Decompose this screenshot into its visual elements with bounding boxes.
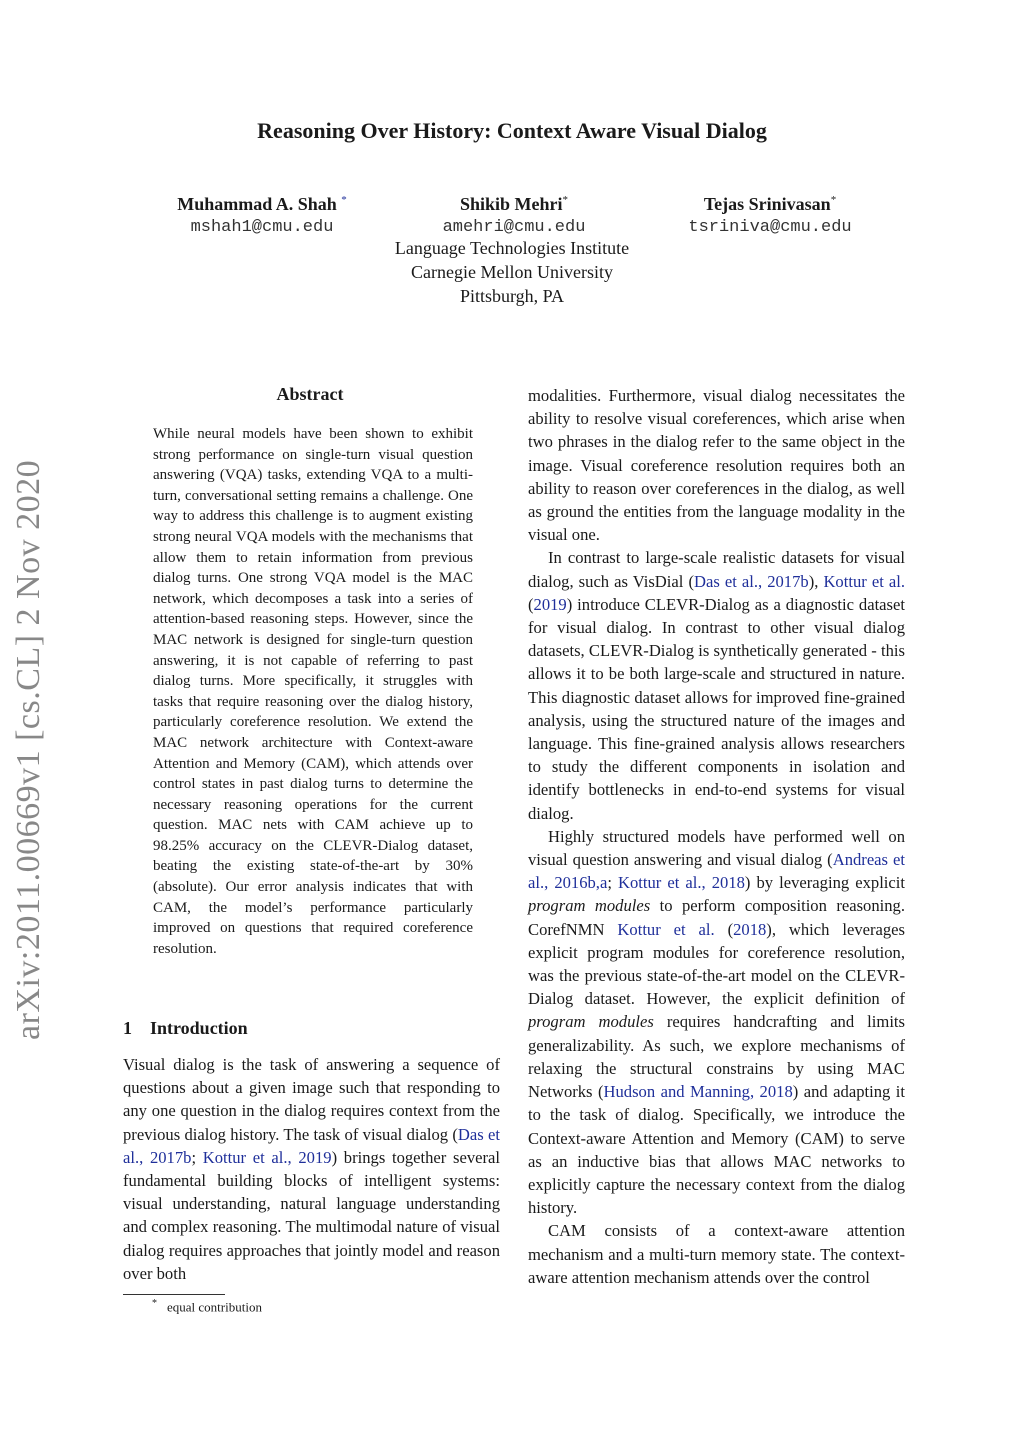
affiliation-institute: Language Technologies Institute xyxy=(394,238,630,258)
citation-link[interactable]: Kottur et al. xyxy=(823,571,906,591)
footnote: * equal contribution xyxy=(152,1298,262,1315)
author-email: mshah1@cmu.edu xyxy=(190,218,334,237)
author-name: Shikib Mehri* xyxy=(459,194,569,214)
author-email: amehri@cmu.edu xyxy=(442,218,586,237)
citation-link[interactable]: 2019 xyxy=(533,594,567,614)
citation-link[interactable]: Kottur et al., 2019 xyxy=(202,1147,332,1167)
citation-link[interactable]: 2018 xyxy=(733,919,767,939)
right-column xyxy=(528,384,905,1289)
citation-link[interactable]: Das et al., 2017b xyxy=(123,1124,500,1167)
paper-title: Reasoning Over History: Context Aware Visual Dialog xyxy=(257,118,767,143)
author-email: tsriniva@cmu.edu xyxy=(688,218,852,237)
affiliation-university: Carnegie Mellon University xyxy=(411,262,613,282)
affiliation-location: Pittsburgh, PA xyxy=(459,286,565,306)
paragraph: CAM consists of a context-aware attention mechanism and a multi-turn memory state. The context-aware attention mechanism attends over the control xyxy=(528,1221,905,1287)
citation-link[interactable]: Kottur et al., 2018 xyxy=(618,873,745,893)
abstract-text: While neural models have been shown to exhibit strong performance on single-turn visual question answering (VQA) tasks, extending VQA to a multi-turn, conversational setting remains a challenge. One way to address this challenge is to augment existing strong neural VQA models with the mechanisms that allow them to retain information from previous dialog turns. One strong VQA model is the MAC network, which decomposes a task into a series of attention-based reasoning steps. However, since the MAC network is designed for single-turn question answering, it is not capable of referring to past dialog turns. More specifically, it struggles with tasks that require reasoning over the dialog history, particularly coreference resolution. We extend the MAC network architecture with Context-aware Attention and Memory (CAM), which attends over control states in past dialog turns to determine the necessary reasoning operations for the current question. MAC nets with CAM achieve up to 98.25% accuracy on the CLEVR-Dialog dataset, beating the existing state-of-the-art by 30% (absolute). Our error analysis indicates that with CAM, the model’s performance particularly improved on questions that required coreference resolution. xyxy=(153,426,473,957)
arxiv-identifier: arXiv:2011.00669v1 [cs.CL] 2 Nov 2020 xyxy=(10,459,47,1040)
affiliation xyxy=(0,236,1024,308)
citation-link[interactable]: Hudson and Manning, 2018 xyxy=(603,1082,793,1102)
paragraph: Highly structured models have performed well on visual question answering and visual dialog (Andreas et al., 2016b,a; Kottur et al., 2018) by leveraging explicit program modules to perform composition reasoning. CorefNMN Kottur et al. (2018), which leverages explicit program modules for coreference resolution, was the previous state-of-the-art model on the CLEVR-Dialog dataset. However, the explicit definition of program modules requires handcrafting and limits generalizability. As such, we explore mechanisms of relaxing the structural constrains by using MAC Networks (Hudson and Manning, 2018) and adapting it to the task of dialog. Specifically, we introduce the Context-aware Attention and Memory (CAM) to serve as an inductive bias that allows MAC networks to explicitly capture the necessary context from the dialog history. xyxy=(528,826,905,1218)
introduction-paragraph: Visual dialog is the task of answering a sequence of questions about a given image such that responding to any one question in the dialog requires context from the previous dialog history. The task of visual dialog (Das et al., 2017b; Kottur et al., 2019) brings together several fundamental building blocks of intelligent systems: visual understanding, natural language understanding and complex reasoning. The multimodal nature of visual dialog requires approaches that jointly model and reason over both xyxy=(123,1055,500,1283)
abstract-heading: Abstract xyxy=(276,384,344,404)
citation-link[interactable]: Das et al., 2017b xyxy=(693,571,809,591)
citation-link[interactable]: Kottur et al. xyxy=(617,919,715,939)
section-title: Introduction xyxy=(150,1018,248,1038)
footnote-divider xyxy=(123,1294,225,1295)
author-name: Muhammad A. Shah * xyxy=(177,194,347,214)
author-block xyxy=(364,188,664,240)
citation-link[interactable]: Andreas et al., 2016b,a xyxy=(528,850,905,893)
author-block xyxy=(620,188,920,240)
paragraph: modalities. Furthermore, visual dialog necessitates the ability to resolve visual coreferences, which arise when two phrases in the dialog refer to the same object in the image. Visual coreference resolution requires both an ability to reason over coreferences in the dialog, as well as ground the entities from the language modality in the visual one. xyxy=(528,386,905,545)
paragraph: In contrast to large-scale realistic datasets for visual dialog, such as VisDial (Das et al., 2017b), Kottur et al. (2019) introduce CLEVR-Dialog as a diagnostic dataset for visual dialog. In contrast to other visual dialog datasets, CLEVR-Dialog is synthetically generated - this allows it to be both large-scale and structured in nature. This diagnostic dataset allows for improved fine-grained analysis, using the structured nature of the images and language. This fine-grained analysis allows researchers to study the different components in isolation and identify bottlenecks in end-to-end systems for visual dialog. xyxy=(528,548,906,823)
section-heading xyxy=(123,1018,248,1039)
section-number: 1 xyxy=(123,1018,132,1038)
author-name: Tejas Srinivasan* xyxy=(703,194,837,214)
